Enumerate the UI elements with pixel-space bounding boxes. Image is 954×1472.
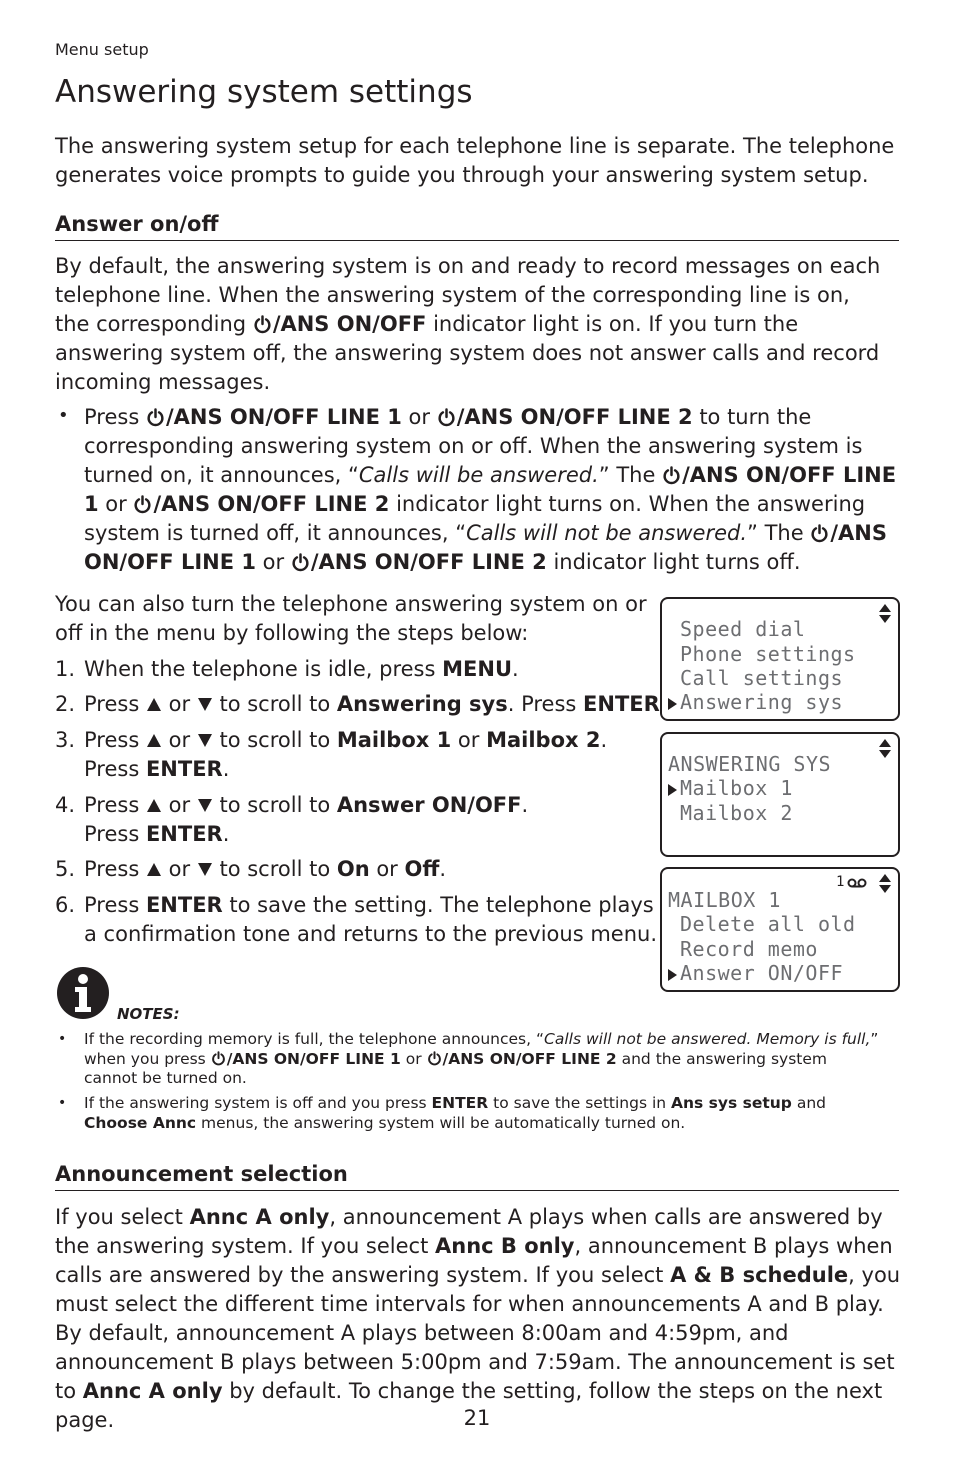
step-number: 5. <box>55 857 76 881</box>
menu-intro-paragraph: You can also turn the telephone answering system on or off in the menu by following the steps below: <box>55 592 647 645</box>
page-title: Answering system settings <box>55 74 473 110</box>
lcd-line-selected: Answering sys <box>680 690 844 714</box>
power-icon <box>211 1051 226 1066</box>
step-item: Press or to scroll to On or Off. <box>84 857 447 881</box>
answer-onoff-paragraph: By default, the answering system is on and ready to record messages on each telephone line. When the answering system of the corresponding line is on, the corresponding /ANS ON/OFF indicator light is on. If you turn the answering system off, the answering system does not answer calls and record incoming messages. <box>55 254 881 394</box>
down-arrow-icon <box>197 798 213 813</box>
answer-onoff-heading: Answer on/off <box>55 210 899 241</box>
up-arrow-icon <box>146 862 162 877</box>
lcd-line-selected: Mailbox 1 <box>680 776 793 800</box>
step-item: Press or to scroll to Answer ON/OFF. Press ENTER. <box>84 793 529 846</box>
selection-pointer-icon <box>668 784 677 796</box>
section-label: Menu setup <box>55 40 149 59</box>
lcd-line-selected: Answer ON/OFF <box>680 961 844 985</box>
scroll-arrows-icon <box>878 873 892 895</box>
lcd-screen-menu <box>660 597 900 721</box>
lcd-line: Phone settings <box>680 642 856 666</box>
note-item: If the recording memory is full, the telephone announces, “Calls will not be answered. Memory is full,” when you press /ANS ON/OFF LINE 1 or /ANS ON/OFF LINE 2 and the answering system cannot be turned on. <box>84 1030 879 1087</box>
page-number: 21 <box>463 1406 491 1430</box>
lcd-line: MAILBOX 1 <box>668 888 781 912</box>
selection-pointer-icon <box>668 698 677 710</box>
lcd-line: Speed dial <box>680 617 806 641</box>
bullet-dot: • <box>58 1031 67 1047</box>
notes-label: NOTES: <box>117 1005 180 1023</box>
step-item: When the telephone is idle, press MENU. <box>84 657 519 681</box>
lcd-status-line: 1 <box>836 874 845 890</box>
power-icon <box>662 466 681 485</box>
intro-paragraph: The answering system setup for each telephone line is separate. The telephone generates voice prompts to guide you through your answering system setup. <box>55 134 895 187</box>
lcd-screen-mailbox <box>660 867 900 992</box>
step-number: 6. <box>55 893 76 917</box>
announcement-selection-heading: Announcement selection <box>55 1160 899 1191</box>
step-number: 3. <box>55 728 76 752</box>
step-number: 1. <box>55 657 76 681</box>
step-number: 4. <box>55 793 76 817</box>
down-arrow-icon <box>197 733 213 748</box>
up-arrow-icon <box>146 697 162 712</box>
down-arrow-icon <box>197 697 213 712</box>
step-item: Press ENTER to save the setting. The telephone plays a confirmation tone and returns to the previous menu. <box>84 893 657 946</box>
lcd-screen-answering-sys <box>660 732 900 857</box>
step-item: Press or to scroll to Mailbox 1 or Mailbox 2. Press ENTER. <box>84 728 608 781</box>
lcd-line: Delete all old <box>680 912 856 936</box>
power-icon <box>146 408 165 427</box>
selection-pointer-icon <box>668 969 677 981</box>
lcd-line: Record memo <box>680 937 818 961</box>
step-item: Press or to scroll to Answering sys. Press ENTER <box>84 692 660 716</box>
info-icon <box>55 965 111 1021</box>
bullet-dot: • <box>58 405 69 426</box>
power-icon <box>427 1051 442 1066</box>
power-icon <box>437 408 456 427</box>
power-icon <box>133 495 152 514</box>
announcement-paragraph: If you select Annc A only, announcement A plays when calls are answered by the answering system. If you select Annc B only, announcement B plays when calls are answered by the answering system. If you select A & B schedule, you must select the different time intervals for when announcements A and B play. By default, announcement A plays between 8:00am and 4:59pm, and announcement B plays between 5:00pm and 7:59am. The announcement is set to Annc A only by default. To change the setting, follow the steps on the next page. <box>55 1205 901 1432</box>
down-arrow-icon <box>197 862 213 877</box>
lcd-line: ANSWERING SYS <box>668 752 832 776</box>
scroll-arrows-icon <box>878 738 892 760</box>
voicemail-icon <box>847 878 867 888</box>
power-key-bullet: Press /ANS ON/OFF LINE 1 or /ANS ON/OFF LINE 2 to turn the corresponding answering system on or off. When the answering system is turned on, it announces, “Calls will be answered.” The /ANS ON/OFF LINE 1 or /ANS ON/OFF LINE 2 indicator light turns on. When the answering system is turned off, it announces, “Calls will not be answered.” The /ANS ON/OFF LINE 1 or /ANS ON/OFF LINE 2 indicator light turns off. <box>84 405 897 574</box>
scroll-arrows-icon <box>878 603 892 625</box>
bullet-dot: • <box>58 1095 67 1111</box>
power-icon <box>810 524 829 543</box>
step-number: 2. <box>55 692 76 716</box>
lcd-line: Call settings <box>680 666 844 690</box>
lcd-line: Mailbox 2 <box>680 801 793 825</box>
up-arrow-icon <box>146 798 162 813</box>
power-icon <box>291 553 310 572</box>
power-icon <box>253 315 272 334</box>
up-arrow-icon <box>146 733 162 748</box>
note-item: If the answering system is off and you press ENTER to save the settings in Ans sys setup and Choose Annc menus, the answering system will be automatically turned on. <box>84 1094 826 1132</box>
